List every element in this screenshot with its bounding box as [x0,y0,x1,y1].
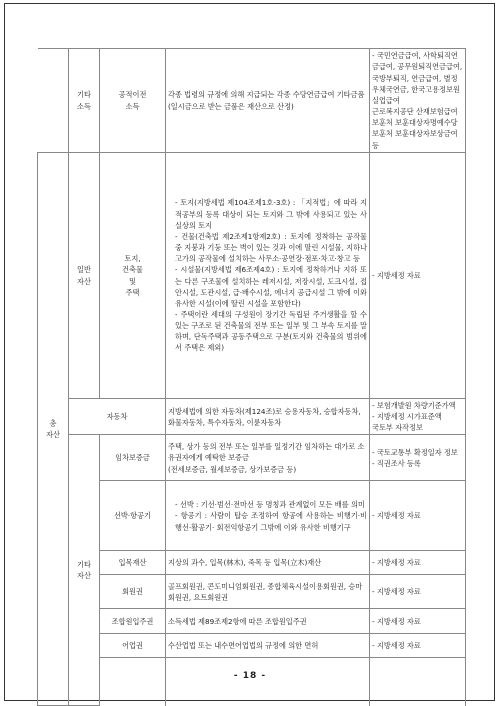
reference-cell: - 지방세정 자료 [370,609,466,634]
asset-income-table [37,48,466,706]
description-cell: 골프회원권, 콘도미니엄회원권, 종합체육시설이용회원권, 승마회원권, 요트회원권 [166,575,370,609]
table-row [38,435,466,481]
reference-cell: - 국토교통부 확정일자 정보 - 직권조사 등록 [370,435,466,481]
reference-cell: - 지방세정 자료 [370,153,466,399]
category-cell: 일반 자산 [69,153,100,399]
page-number: - 18 - [233,671,267,681]
subcategory-cell: 어업권 [100,634,166,658]
reference-cell: - 지방세정 자료 [370,481,466,551]
table-row [38,481,466,551]
description-cell: - 토지(지방세법 제104조제1호-3호) : 「지적법」에 따라 지적공부의 등록 대상이 되는 토지와 그 밖에 사용되고 있는 사실상의 토지 - 건물(건축법 제2조제1항제2호) : 토지에 정착하는 공작물 중 지붕과 기둥 또는 벽이 있는 것과 이에 딸린 시설물, 지하나 고가의 공작물에 설치하는 사무소·공연장·점포·차고·창고 등 - 시설물(지방세법 제6조제4호) : 토지에 정착하거나 지하 또는 다른 구조물에 설치하는 레저시설, 저장시설, 도크시설, 접안시설, 도관시설, 급·배수시설, 에너지 공급시설 그 밖에 이와 유사한 시설(이에 딸린 시설을 포함한다) - 주택이란 세대의 구성원이 장기간 독립된 주거생활을 할 수 있는 구조로 된 건축물의 전부 또는 일부 및 그 부속 토지를 말하며, 단독주택과 공동주택으로 구분(토지와 건축물의 범위에서 주택은 제외) [166,153,370,399]
table-row [38,658,466,706]
description-cell: - 선박 : 기선·범선·전마선 등 명칭과 관계없이 모든 배를 의미 - 항공기 : 사람이 탑승 조정하여 항공에 사용하는 비행기·비행선·활공기· 회전익항공기 그밖에 이와 유사한 비행기구 [166,481,370,551]
description-cell: 소득세법 제89조제2항에 따른 조합원입주권 [166,609,370,634]
reference-cell: - 지방세정 자료 [370,551,466,575]
subcategory-cell: 임차보증금 [100,435,166,481]
subcategory-cell: 토지, 건축물 및 주택 [100,153,166,399]
table-row [38,153,466,399]
table-row [38,575,466,609]
table-row [38,609,466,634]
description-cell: 지상의 과수, 입목(林木), 죽목 등 입목(立木)재산 [166,551,370,575]
description-cell: 주택, 상가 등의 전부 또는 일부를 일정기간 임차하는 대가로 소유권자에게 예탁한 보증금 (전세보증금, 월세보증금, 상가보증금 등) [166,435,370,481]
reference-cell: - 국민연금급여, 사학퇴직연금급여, 공무원퇴직연금급여, 국방부퇴직, 연금급여, 별정우체국연금, 한국고용정보원 실업급여 근로복지공단 산재보험급여 보훈처 보훈대상자명예수당 보훈처 보훈대상자보상금여 등 [370,49,466,153]
subcategory-cell: 공적이전 소득 [100,49,166,153]
reference-cell: - 보험개발원 차량기준가액 - 지방세정 시가표준액 국토부 자작정보 [370,399,466,435]
table-row [38,634,466,658]
description-cell: 지방세법에 의한 자동차(제124조)로 승용자동차, 승합자동차, 화물자동차, 특수자동차, 이륜자동차 [166,399,370,435]
subcategory-cell: 회원권 [100,575,166,609]
total-assets-cell: 총 자산 [38,153,69,706]
category-cell: 기타 소득 [69,49,100,153]
reference-cell: - 지방세정 자료 [370,634,466,658]
description-cell: 각종 법령의 규정에 의해 지급되는 각종 수당연금급여 기타금품(일시금으로 받는 금품은 재산으로 산정) [166,49,370,153]
table-row [38,399,466,435]
description-cell: 수산업법 또는 내수면어업법의 규정에 의한 면허 [166,634,370,658]
category-cell: 기타 자산 [69,435,100,706]
subcategory-cell: 입목재산 [100,551,166,575]
table-row [38,49,466,153]
subcategory-cell: 선박·항공기 [100,481,166,551]
subcategory-cell: 조합원입주권 [100,609,166,634]
table-row [38,551,466,575]
subcategory-cell: 자동차 [69,399,166,435]
reference-cell: - 지방세정 자료 [370,575,466,609]
